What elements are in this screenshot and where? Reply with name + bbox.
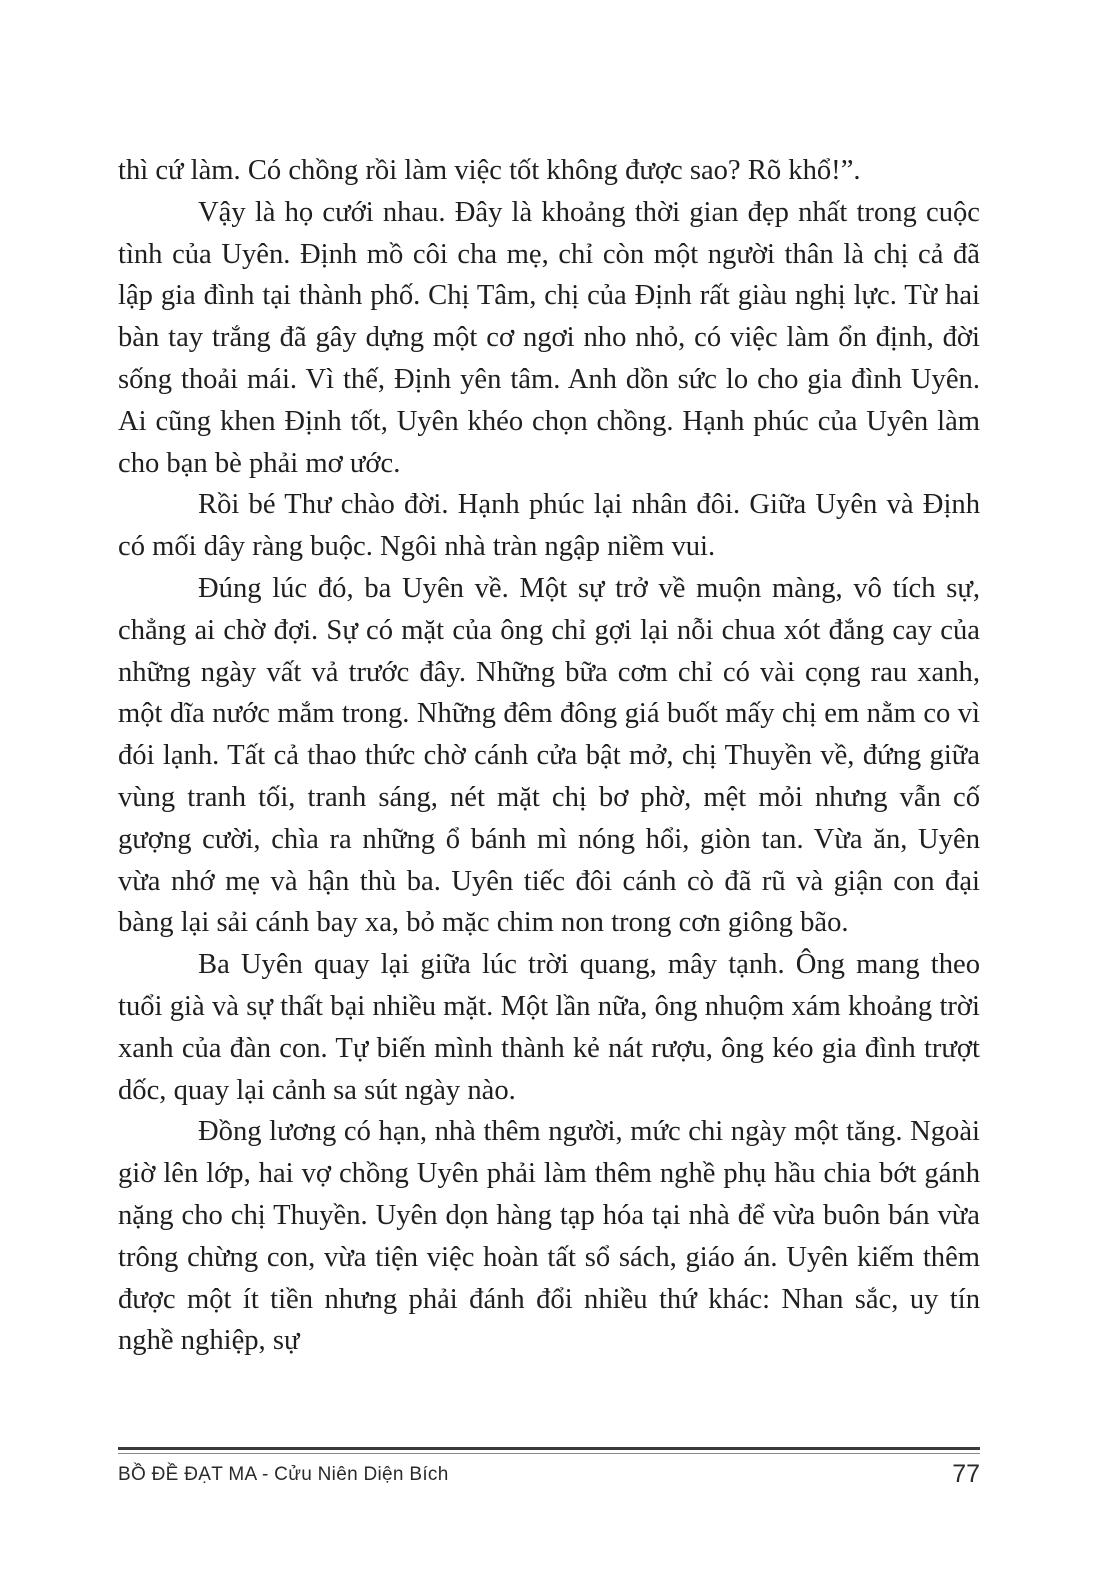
footer-divider bbox=[118, 1447, 980, 1450]
paragraph: Ba Uyên quay lại giữa lúc trời quang, mây tạnh. Ông mang theo tuổi già và sự thất bại nhiều mặt. Một lần nữa, ông nhuộm xám khoảng trời xanh của đàn con. Tự biến mình thành kẻ nát rượu, ông kéo gia đình trượt dốc, quay lại cảnh sa sút ngày nào. bbox=[118, 949, 980, 1106]
footer-book-title: BỒ ĐỀ ĐẠT MA - Cửu Niên Diện Bích bbox=[118, 1464, 449, 1485]
footer-divider-thin bbox=[118, 1453, 980, 1454]
body-text bbox=[118, 150, 980, 1362]
paragraph: Vậy là họ cưới nhau. Đây là khoảng thời gian đẹp nhất trong cuộc tình của Uyên. Định mồ côi cha mẹ, chỉ còn một người thân là chị cả đã lập gia đình tại thành phố. Chị Tâm, chị của Định rất giàu nghị lực. Từ hai bàn tay trắng đã gây dựng một cơ ngơi nho nhỏ, có việc làm ổn định, đời sống thoải mái. Vì thế, Định yên tâm. Anh dồn sức lo cho gia đình Uyên. Ai cũng khen Định tốt, Uyên khéo chọn chồng. Hạnh phúc của Uyên làm cho bạn bè phải mơ ước. bbox=[118, 196, 980, 479]
page-number: 77 bbox=[952, 1460, 980, 1488]
paragraph: Đồng lương có hạn, nhà thêm người, mức chi ngày một tăng. Ngoài giờ lên lớp, hai vợ chồng Uyên phải làm thêm nghề phụ hầu chia bớt gánh nặng cho chị Thuyền. Uyên dọn hàng tạp hóa tại nhà để vừa buôn bán vừa trông chừng con, vừa tiện việc hoàn tất sổ sách, giáo án. Uyên kiếm thêm được một ít tiền nhưng phải đánh đổi nhiều thứ khác: Nhan sắc, uy tín nghề nghiệp, sự bbox=[118, 1116, 980, 1357]
page-footer bbox=[118, 1460, 980, 1500]
paragraph: Đúng lúc đó, ba Uyên về. Một sự trở về muộn màng, vô tích sự, chẳng ai chờ đợi. Sự có mặt của ông chỉ gợi lại nỗi chua xót đắng cay của những ngày vất vả trước đây. Những bữa cơm chỉ có vài cọng rau xanh, một dĩa nước mắm trong. Những đêm đông giá buốt mấy chị em nằm co vì đói lạnh. Tất cả thao thức chờ cánh cửa bật mở, chị Thuyền về, đứng giữa vùng tranh tối, tranh sáng, nét mặt chị bơ phờ, mệt mỏi nhưng vẫn cố gượng cười, chìa ra những ổ bánh mì nóng hổi, giòn tan. Vừa ăn, Uyên vừa nhớ mẹ và hận thù ba. Uyên tiếc đôi cánh cò đã rũ và giận con đại bàng lại sải cánh bay xa, bỏ mặc chim non trong cơn giông bão. bbox=[118, 572, 980, 939]
paragraph: Rồi bé Thư chào đời. Hạnh phúc lại nhân đôi. Giữa Uyên và Định có mối dây ràng buộc. Ngôi nhà tràn ngập niềm vui. bbox=[118, 489, 980, 563]
paragraph-continuation: thì cứ làm. Có chồng rồi làm việc tốt không được sao? Rõ khổ!”. bbox=[118, 155, 861, 186]
